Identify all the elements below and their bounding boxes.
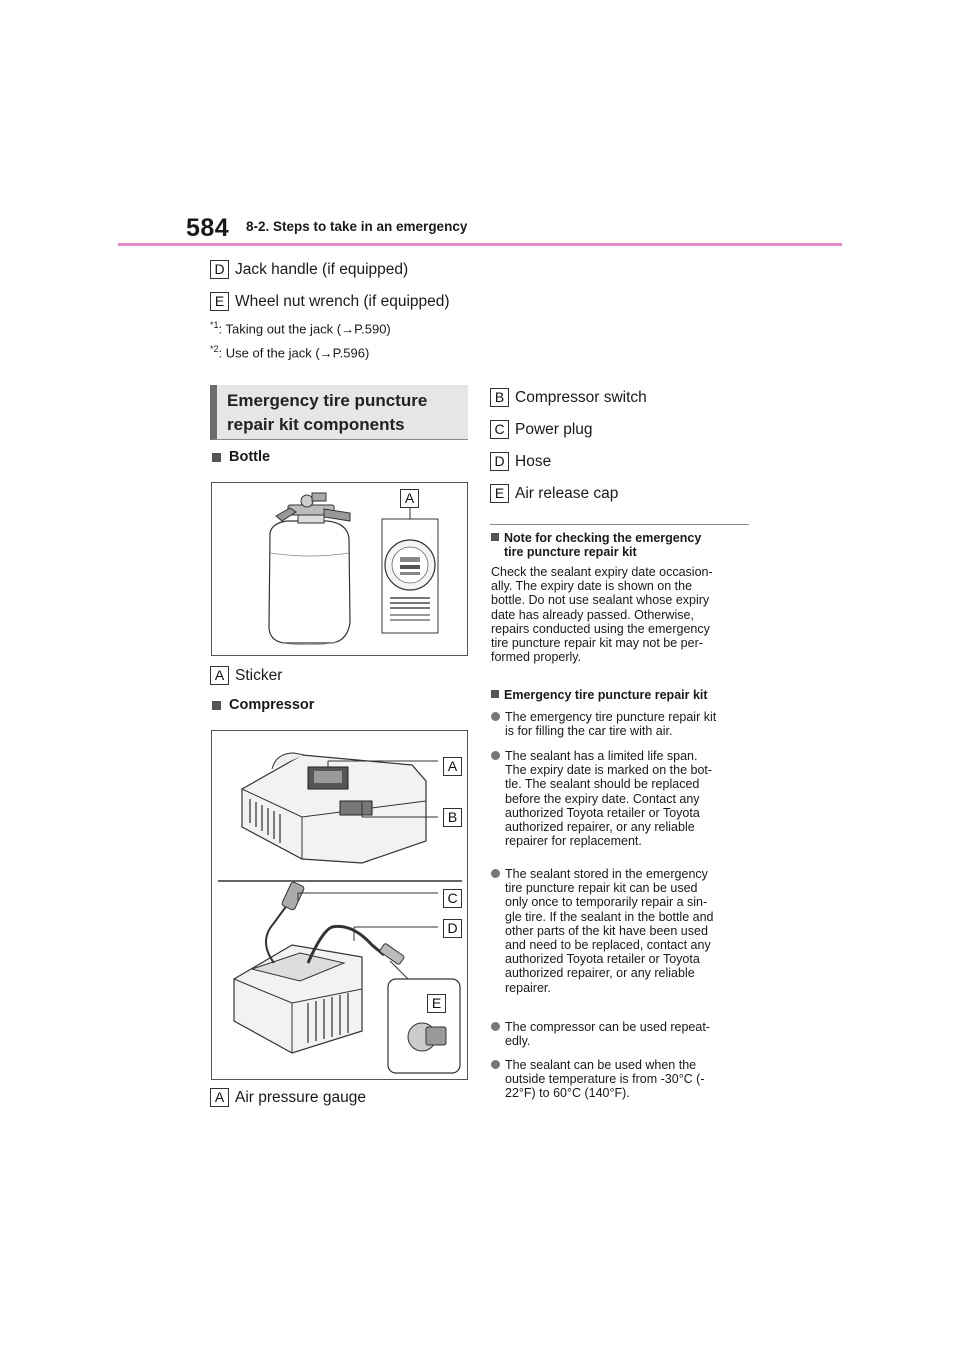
sealant-bottle-illustration <box>212 483 467 655</box>
callout-label: A <box>443 757 462 776</box>
item-label-badge: A <box>210 1088 229 1107</box>
item-text: Wheel nut wrench (if equipped) <box>235 292 450 310</box>
item-label-badge: D <box>490 452 509 471</box>
item-text: Power plug <box>515 420 593 438</box>
note-body: Check the sealant expiry date occasion- ally. The expiry date is shown on the bottle. Do not use sealant whose expiry date has already passed. Otherwise, repairs conducted using the emergency tire puncture repair kit may not be per- formed properly. <box>491 565 713 665</box>
list-item <box>490 420 593 439</box>
bullet-item: The compressor can be used repeat- edly. <box>491 1020 753 1048</box>
bottle-figure <box>211 482 468 656</box>
page-number: 584 <box>186 214 230 242</box>
kit-section-title: Emergency tire puncture repair kit components <box>227 391 428 434</box>
note-heading: Note for checking the emergency tire puncture repair kit <box>491 531 751 559</box>
footnote-text: : Use of the jack (→P.596) <box>218 345 370 361</box>
notes-divider <box>490 524 749 525</box>
item-text: Compressor switch <box>515 388 647 406</box>
list-item <box>490 484 618 503</box>
list-item <box>210 666 282 685</box>
item-text: Hose <box>515 452 552 470</box>
square-bullet-icon <box>491 533 499 541</box>
footnote <box>210 320 391 336</box>
item-label-badge: D <box>210 260 229 279</box>
compressor-heading: Compressor <box>212 697 314 713</box>
footnote-mark: *1 <box>210 320 219 330</box>
item-text: Air release cap <box>515 484 619 502</box>
bullet-item: The sealant has a limited life span. The expiry date is marked on the bot- tle. The sealant should be replaced before the expiry date. Contact any authorized Toyota retailer or Toyota authorized repairer, or any reliable repairer for replacement. <box>491 749 753 848</box>
footnote <box>210 344 369 360</box>
list-item <box>490 452 551 471</box>
list-item <box>210 292 450 311</box>
item-text: Air pressure gauge <box>235 1088 366 1106</box>
item-text: Jack handle (if equipped) <box>235 260 409 278</box>
bullet-item: The sealant can be used when the outside temperature is from -30°C (- 22°F) to 60°C (140°F). <box>491 1058 753 1101</box>
note-heading: Emergency tire puncture repair kit <box>491 688 753 702</box>
bullet-item: The emergency tire puncture repair kit is for filling the car tire with air. <box>491 710 753 738</box>
list-item <box>210 260 408 279</box>
callout-label: E <box>427 994 446 1013</box>
item-text: Sticker <box>235 666 283 684</box>
item-label-badge: E <box>210 292 229 311</box>
list-item <box>490 388 647 407</box>
callout-label: A <box>400 489 419 508</box>
bullet-dot-icon <box>491 751 500 760</box>
callout-label: B <box>443 808 462 827</box>
bottle-heading: Bottle <box>212 449 270 465</box>
footnote-mark: *2 <box>210 344 219 354</box>
header-divider <box>118 243 842 246</box>
list-item <box>210 1088 366 1107</box>
item-label-badge: E <box>490 484 509 503</box>
square-bullet-icon <box>212 453 221 462</box>
footnote-text: : Taking out the jack (→P.590) <box>218 321 391 337</box>
compressor-illustration <box>212 731 467 1079</box>
compressor-figure <box>211 730 468 1080</box>
callout-label: C <box>443 889 462 908</box>
item-label-badge: A <box>210 666 229 685</box>
kit-section-heading <box>210 385 468 440</box>
bullet-dot-icon <box>491 712 500 721</box>
bullet-dot-icon <box>491 1060 500 1069</box>
bullet-dot-icon <box>491 1022 500 1031</box>
callout-label: D <box>443 919 462 938</box>
bullet-dot-icon <box>491 869 500 878</box>
item-label-badge: C <box>490 420 509 439</box>
section-title: 8-2. Steps to take in an emergency <box>246 219 468 234</box>
item-label-badge: B <box>490 388 509 407</box>
square-bullet-icon <box>212 701 221 710</box>
square-bullet-icon <box>491 690 499 698</box>
bullet-item: The sealant stored in the emergency tire puncture repair kit can be used only once to temporarily repair a sin- gle tire. If the sealant in the bottle and other parts of the kit have been used and need to be replaced, contact any authorized Toyota retailer or Toyota authorized repairer, or any reliable repairer. <box>491 867 753 995</box>
